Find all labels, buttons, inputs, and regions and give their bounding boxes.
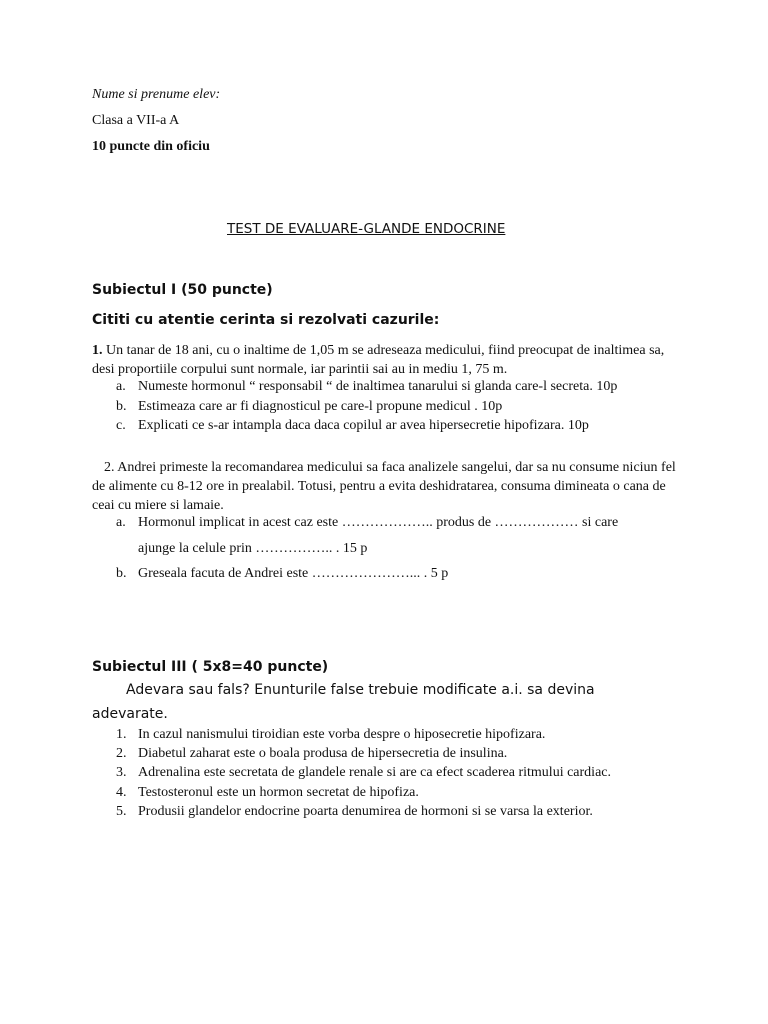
subject-3-instruction-line1: Adevara sau fals? Enunturile false trebuie modificate a.i. sa devina: [126, 682, 595, 698]
list-item-text: Diabetul zaharat este o boala produsa de hipersecretia de insulina.: [138, 746, 508, 761]
list-marker: b.: [116, 399, 127, 414]
subject-3-item-2: [116, 746, 507, 762]
subject-3-item-1: [116, 727, 545, 743]
list-marker: 2.: [116, 746, 127, 761]
case-2-paragraph: 2. Andrei primeste la recomandarea medicului sa faca analizele sangelui, dar sa nu consume niciun fel de alimente cu 8-12 ore in prealabil. Totusi, pentru a evita deshidratarea, consuma dimineata o cana de ceai cu miere si lamaie.: [92, 460, 676, 513]
subject-1-instruction: Cititi cu atentie cerinta si rezolvati cazurile:: [92, 312, 440, 328]
subject-3-item-3: [116, 765, 611, 781]
case-1-text: Un tanar de 18 ani, cu o inaltime de 1,05 m se adreseaza medicului, fiind preocupat de inaltimea sa, desi proportiile corpului sunt normale, iar parintii sai au in mediu 1, 75 m.: [92, 343, 665, 377]
list-marker: 3.: [116, 765, 127, 780]
list-item-text: Greseala facuta de Andrei este …………………... . 5 p: [138, 566, 449, 581]
subject-3-heading: Subiectul III ( 5x8=40 puncte): [92, 659, 329, 675]
case-1-number: 1.: [92, 343, 103, 358]
case-2-item-b: [116, 566, 448, 582]
case-2-item-a: [116, 515, 618, 531]
list-item-text: Numeste hormonul “ responsabil “ de inaltimea tanarului si glanda care-l secreta. 10p: [138, 379, 618, 394]
list-marker: a.: [116, 379, 126, 394]
list-marker: c.: [116, 418, 126, 433]
list-item-text: Explicati ce s-ar intampla daca daca copilul ar avea hipersecretie hipofizara. 10p: [138, 418, 589, 433]
test-title: TEST DE EVALUARE-GLANDE ENDOCRINE: [227, 221, 506, 237]
case-1-item-a: [116, 379, 617, 395]
list-marker: 4.: [116, 785, 127, 800]
subject-1-heading: Subiectul I (50 puncte): [92, 282, 273, 298]
list-item-text: Testosteronul este un hormon secretat de hipofiza.: [138, 785, 419, 800]
case-1-item-b: [116, 399, 502, 415]
list-item-text: Estimeaza care ar fi diagnosticul pe care-l propune medicul . 10p: [138, 399, 503, 414]
list-item-text: Produsii glandelor endocrine poarta denumirea de hormoni si se varsa la exterior.: [138, 804, 593, 819]
list-marker: 1.: [116, 727, 127, 742]
list-marker: a.: [116, 515, 126, 530]
subject-3-instruction-line2: adevarate.: [92, 706, 168, 722]
list-marker: 5.: [116, 804, 127, 819]
list-item-text: In cazul nanismului tiroidian este vorba despre o hiposecretie hipofizara.: [138, 727, 546, 742]
case-1-paragraph: [92, 341, 682, 379]
student-name-label: Nume si prenume elev:: [92, 87, 221, 102]
list-marker: b.: [116, 566, 127, 581]
list-item-text: Adrenalina este secretata de glandele renale si are ca efect scaderea ritmului cardiac.: [138, 765, 611, 780]
case-1-item-c: [116, 418, 589, 434]
subject-3-item-4: [116, 785, 419, 801]
case-2-item-a-continuation: ajunge la celule prin …………….. . 15 p: [138, 541, 368, 556]
points-label: 10 puncte din oficiu: [92, 139, 210, 154]
subject-3-item-5: [116, 804, 593, 820]
class-label: Clasa a VII-a A: [92, 113, 180, 128]
list-item-text: Hormonul implicat in acest caz este ……………….. produs de ……………… si care: [138, 515, 619, 530]
